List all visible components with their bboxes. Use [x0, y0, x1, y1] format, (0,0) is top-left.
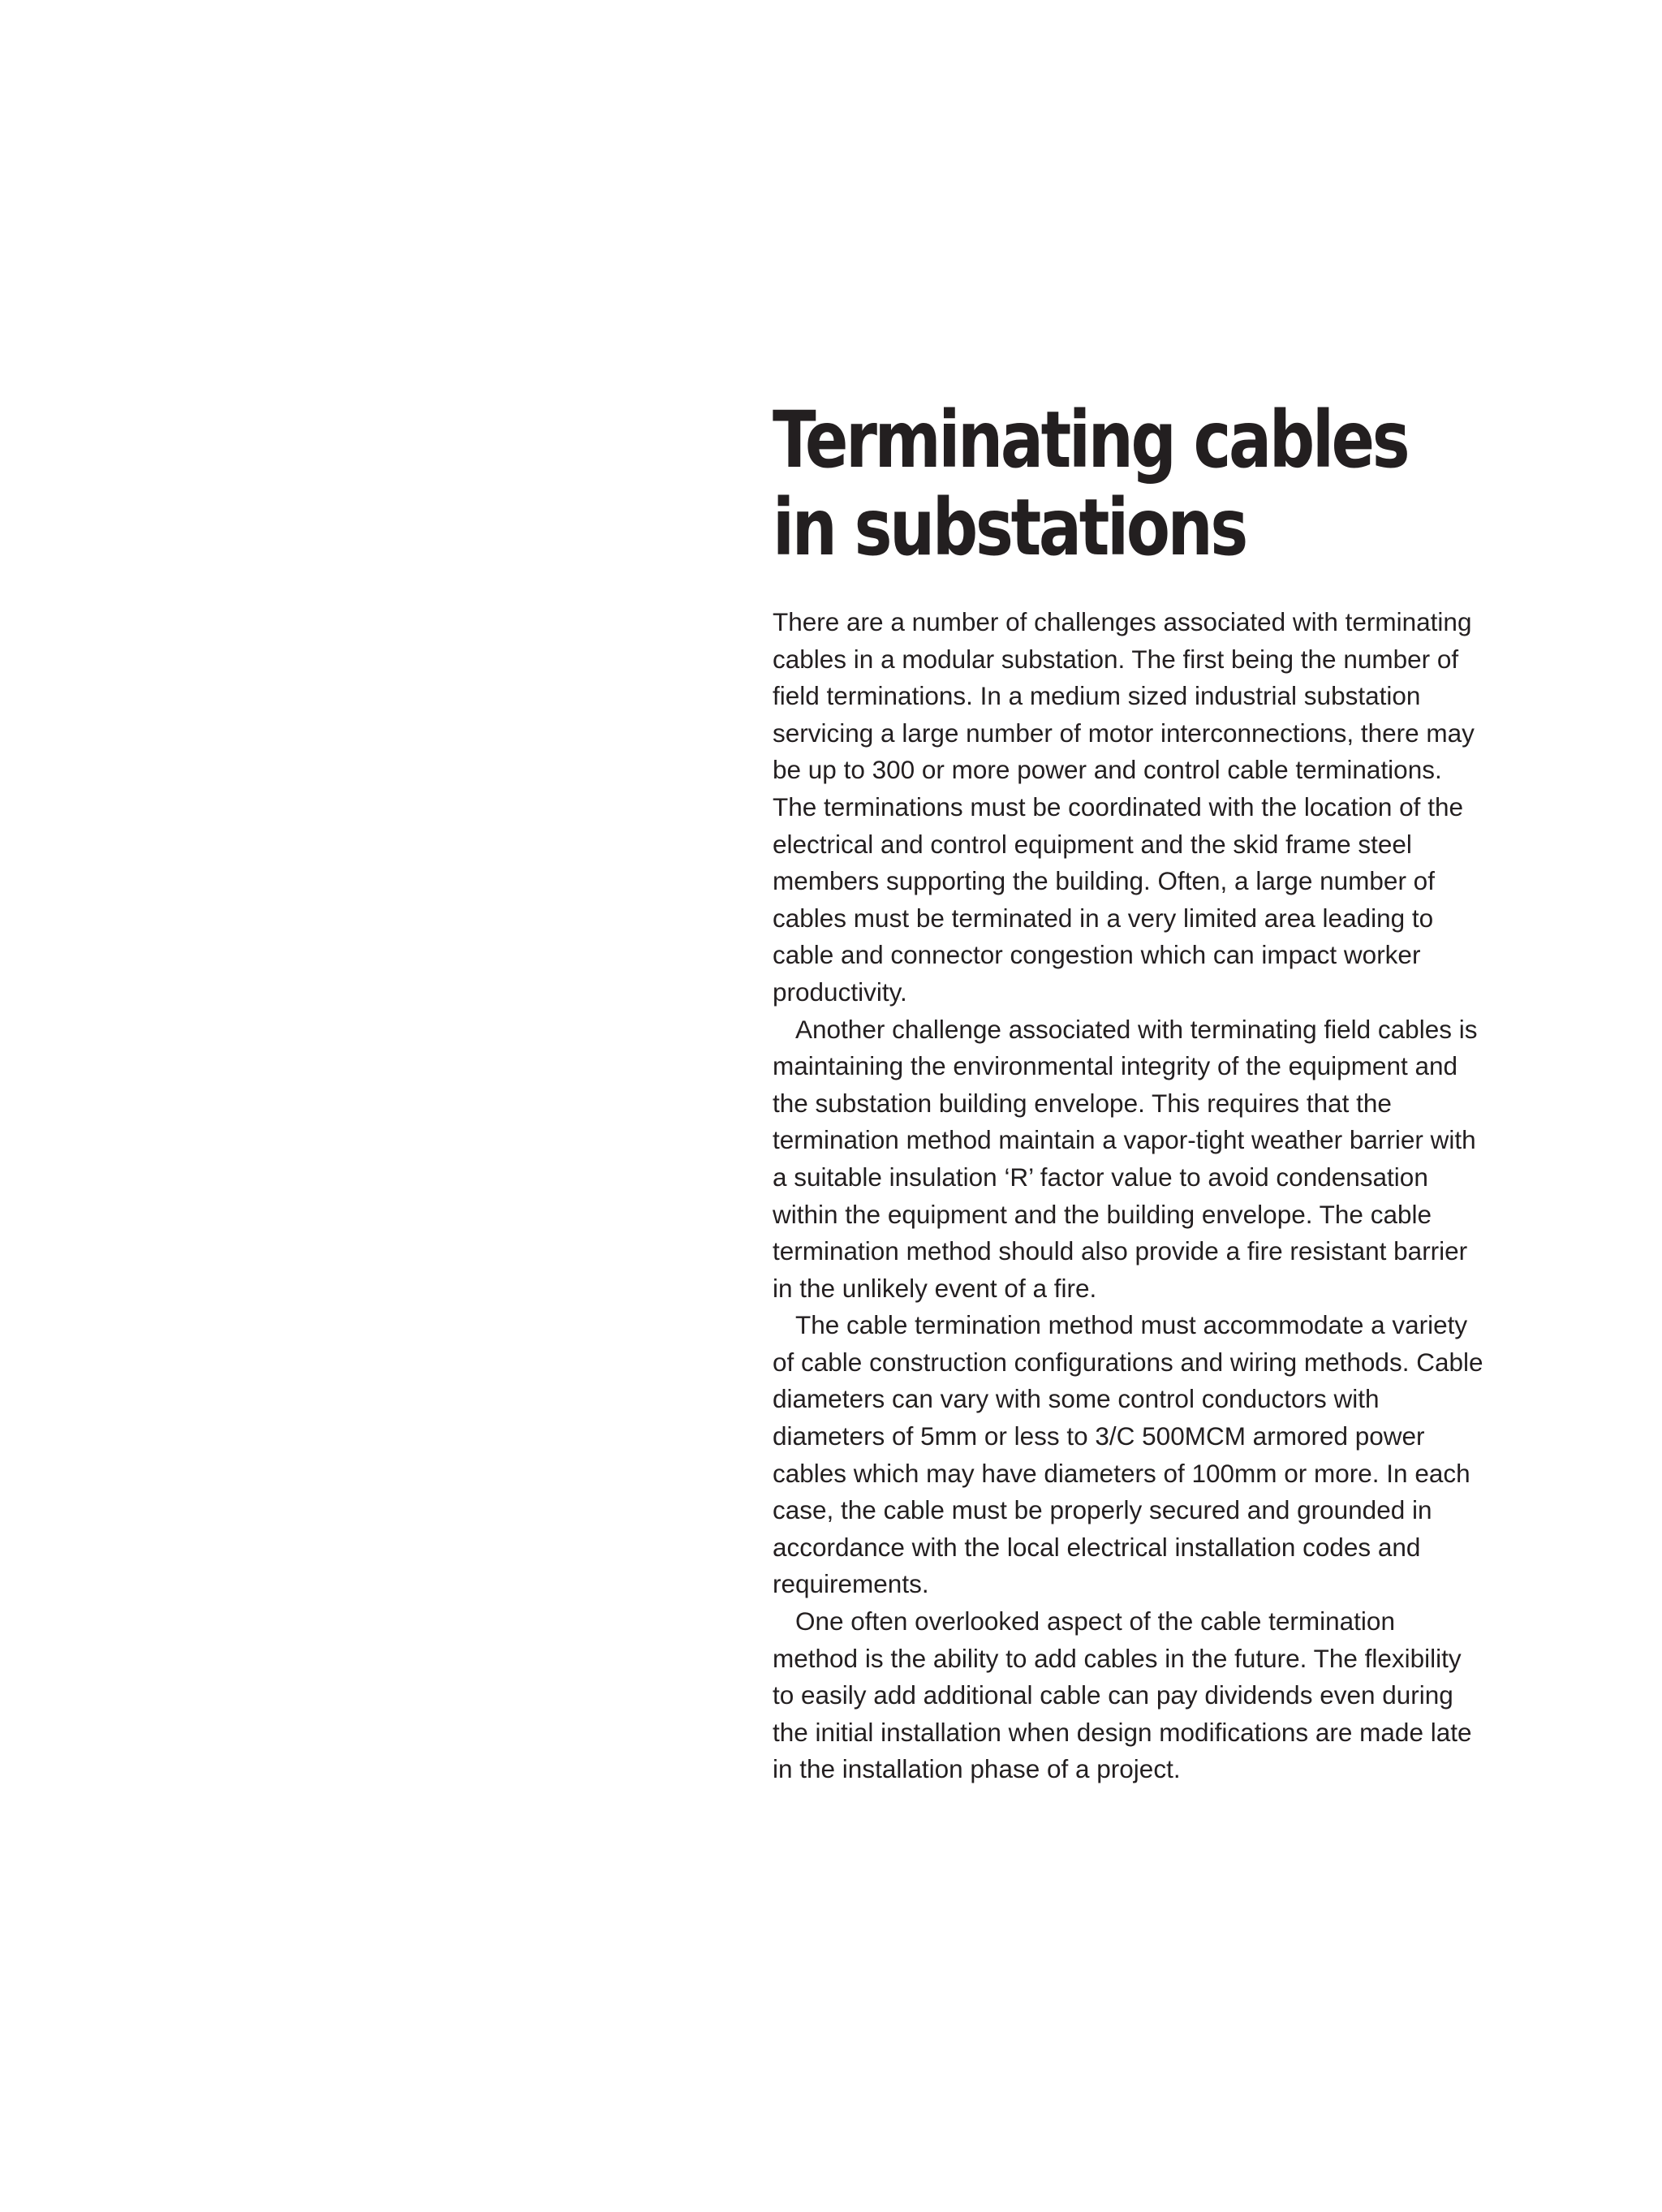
article-title-line-1: Terminating cables [773, 395, 1408, 485]
paragraph-2: Another challenge associated with terminating field cables is maintaining the environmental integrity of the equipment and the substation building envelope. This requires that the termination method maintain a vapor-tight weather barrier with a suitable insulation ‘R’ factor value to avoid condensation within the equipment and the building envelope. The cable termination method should also provide a fire resistant barrier in the unlikely event of a fire. [773, 1014, 1478, 1303]
article-title [773, 395, 1408, 573]
article-title-line-2: in substations [773, 482, 1246, 573]
paragraph-4: One often overlooked aspect of the cable termination method is the ability to add cables in the future. The flexibility to easily add additional cable can pay dividends even during the initial installation when design modifications are made late in the installation phase of a project. [773, 1606, 1472, 1784]
paragraph-3: The cable termination method must accommodate a variety of cable construction configurations and wiring methods. Cable diameters can vary with some control conductors with diameters of 5mm or less to 3/C 500MCM armored power cables which may have diameters of 100mm or more. In each case, the cable must be properly secured and grounded in accordance with the local electrical installation codes and requirements. [773, 1310, 1483, 1599]
paragraph-1: There are a number of challenges associated with terminating cables in a modular substation. The first being the number of field terminations. In a medium sized industrial substation servicing a large number of motor interconnections, there may be up to 300 or more power and control cable terminations. The terminations must be coordinated with the location of the electrical and control equipment and the skid frame steel members supporting the building. Often, a large number of cables must be terminated in a very limited area leading to cable and connector congestion which can impact worker productivity. [773, 607, 1475, 1007]
article-body [773, 604, 1487, 1788]
article [773, 396, 1487, 1788]
